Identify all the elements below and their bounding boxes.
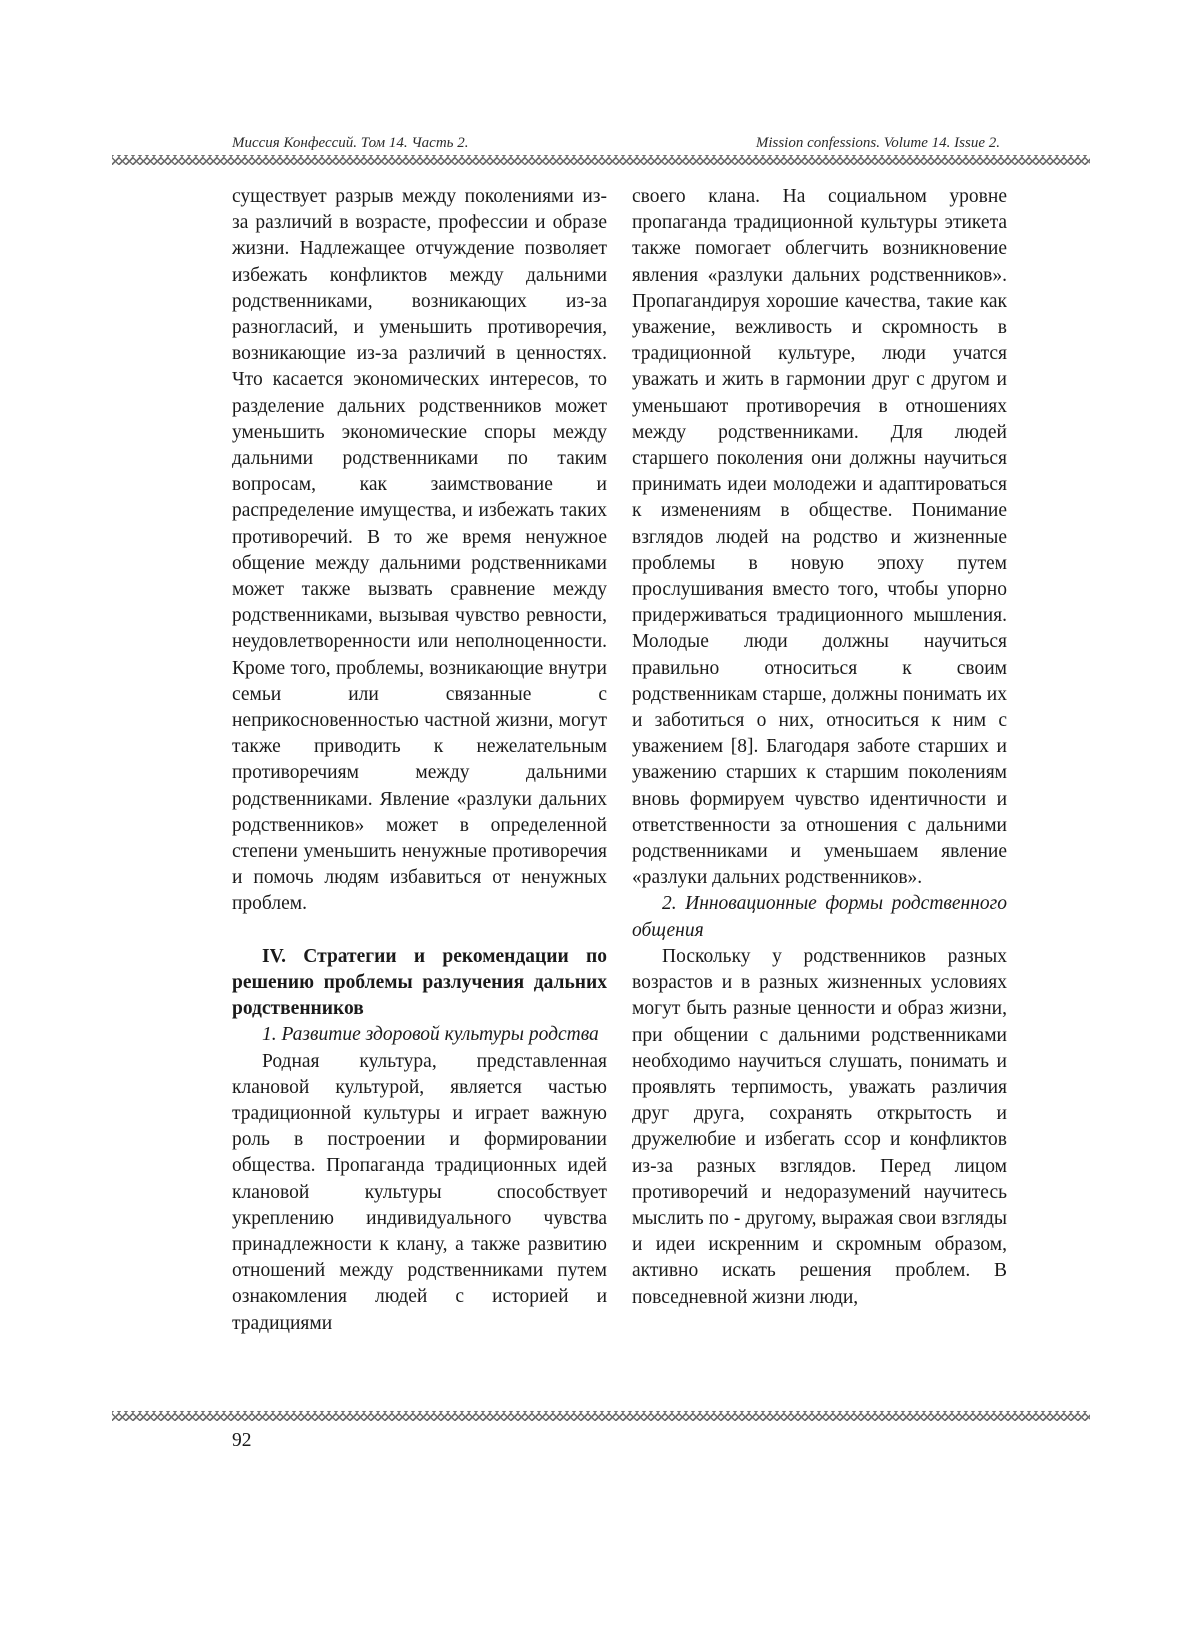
- section-heading: IV. Стратегии и рекомендации по решению проблемы разлучения дальних родственников: [232, 945, 607, 1020]
- left-column: [232, 184, 607, 1337]
- running-header: [232, 135, 1000, 152]
- paragraph: существует разрыв между поколениями из-за различий в возрасте, профессии и образе жизни. Надлежащее отчуждение позволяет избежать конфликтов между дальними родственниками, возникающих из-за разногласий, и уменьшить противоречия, возникающие из-за различий в ценностях. Что касается экономических интересов, то разделение дальних родственников может уменьшить экономические споры между дальними родственниками по таким вопросам, как заимствование и распределение имущества, и избежать таких противоречий. В то же время ненужное общение между дальними родственниками может также вызвать сравнение между родственниками, вызывая чувство ревности, неудовлетворенности или неполноценности. Кроме того, проблемы, возникающие внутри семьи или связанные с неприкосновенностью частной жизни, могут также приводить к нежелательным противоречиям между дальними родственниками. Явление «разлуки дальних родственников» может в определенной степени уменьшить ненужные противоречия и помочь людям избавиться от ненужных проблем.: [232, 186, 607, 915]
- subsection-heading: 1. Развитие здоровой культуры родства: [262, 1024, 599, 1046]
- header-ornament-rule: [112, 155, 1090, 165]
- paragraph: своего клана. На социальном уровне пропаганда традиционной культуры этикета также помогает облегчить возникновение явления «разлуки дальних родственников». Пропагандируя хорошие качества, такие как уважение, вежливость и скромность в традиционной культуре, люди учатся уважать и жить в гармонии друг с другом и уменьшают противоречия в отношениях между родственниками. Для людей старшего поколения они должны научиться принимать идеи молодежи и адаптироваться к изменениям в обществе. Понимание взглядов людей на родство и жизненные проблемы в новую эпоху путем прослушивания вместо того, чтобы упорно придерживаться традиционного мышления. Молодые люди должны научиться правильно относиться к своим родственникам старше, должны понимать их и заботиться о них, относиться к ним с уважением [8]. Благодаря заботе старших и уважению старших к старшим поколениям вновь формируем чувство идентичности и ответственности за отношения с дальними родственниками и уменьшаем явление «разлуки дальних родственников».: [632, 186, 1007, 889]
- subsection-heading: 2. Инновационные формы родственного общения: [632, 893, 1007, 941]
- page-number: 92: [232, 1430, 252, 1451]
- right-column: [632, 184, 1007, 1311]
- journal-title-en: Mission confessions. Volume 14. Issue 2.: [755, 135, 1000, 151]
- footer-ornament-rule: [112, 1411, 1090, 1421]
- paragraph: Родная культура, представленная клановой культурой, является частью традиционной культуры и играет важную роль в построении и формировании общества. Пропаганда традиционных идей клановой культуры способствует укреплению индивидуального чувства принадлежности к клану, а также развитию отношений между родственниками путем ознакомления людей с историей и традициями: [232, 1050, 607, 1334]
- journal-title-ru: Миссия Конфессий. Том 14. Часть 2.: [232, 135, 469, 151]
- paragraph: Поскольку у родственников разных возрастов и в разных жизненных условиях могут быть разные ценности и образ жизни, при общении с дальними родственниками необходимо научиться слушать, понимать и проявлять терпимость, уважать различия друг друга, сохранять открытость и дружелюбие и избегать ссор и конфликтов из-за разных взглядов. Перед лицом противоречий и недоразумений научитесь мыслить по - другому, выражая свои взгляды и идеи искренним и скромным образом, активно искать решения проблем. В повседневной жизни люди,: [632, 945, 1007, 1308]
